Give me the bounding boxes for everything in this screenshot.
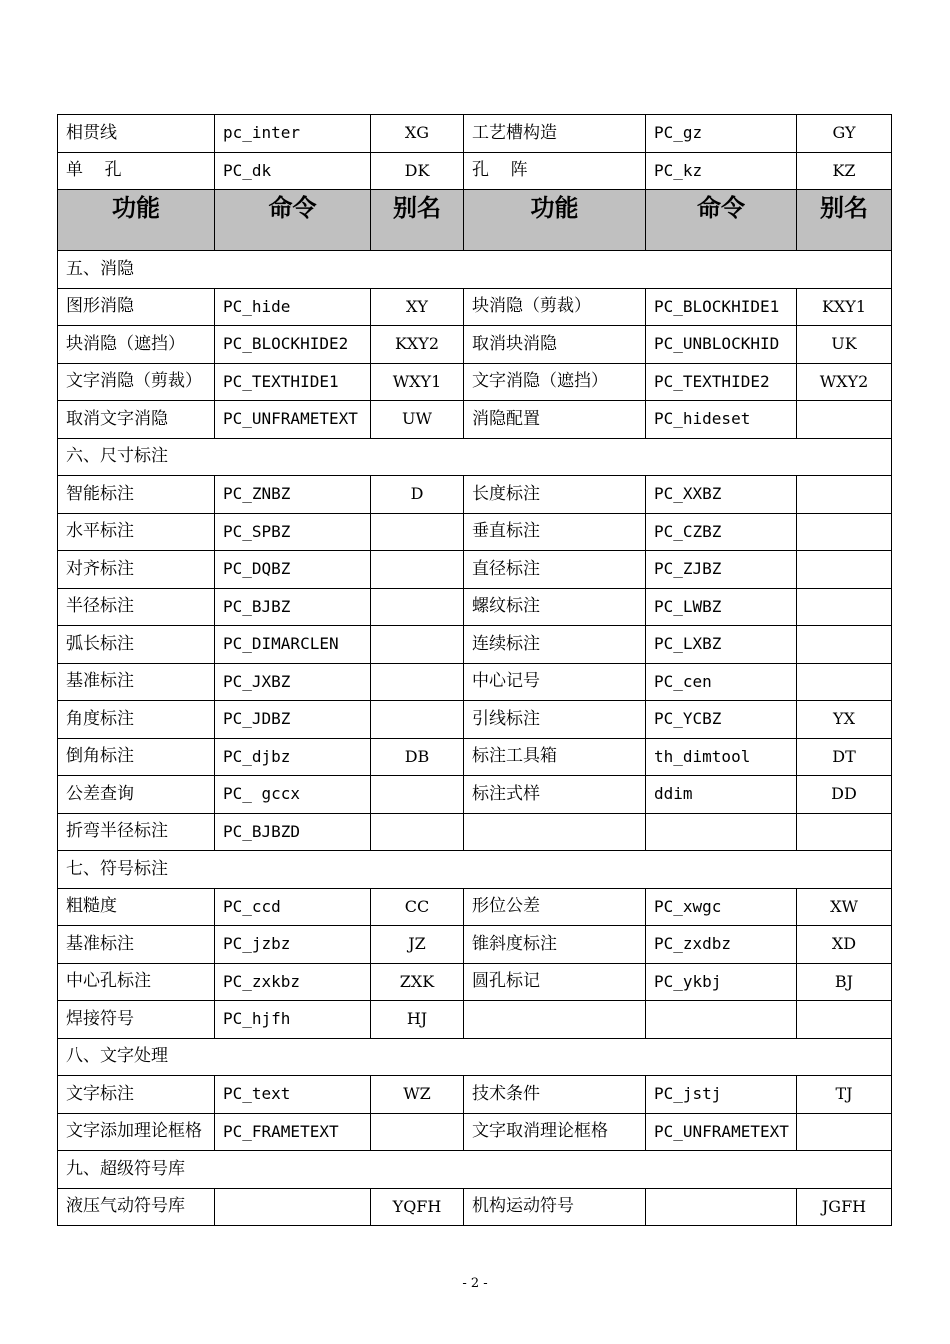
table-row — [58, 1188, 892, 1226]
alias-cell — [797, 513, 892, 551]
command-cell: PC_text — [215, 1076, 371, 1114]
alias-cell — [371, 551, 464, 589]
command-cell: PC_hjfh — [215, 1001, 371, 1039]
function-cell: 焊接符号 — [58, 1001, 215, 1039]
function-cell: 标注式样 — [464, 776, 646, 814]
table-row — [58, 813, 892, 851]
section-title: 九、超级符号库 — [58, 1151, 892, 1189]
command-cell: PC_UNFRAMETEXT — [215, 401, 371, 439]
table-header-row — [58, 190, 892, 251]
alias-cell — [797, 663, 892, 701]
section-title: 七、符号标注 — [58, 851, 892, 889]
alias-cell: UW — [371, 401, 464, 439]
function-cell: 文字消隐（剪裁） — [58, 363, 215, 401]
table-row — [58, 738, 892, 776]
alias-cell: YX — [797, 701, 892, 739]
table-row — [58, 401, 892, 439]
command-cell: PC_kz — [646, 152, 797, 190]
table-row — [58, 551, 892, 589]
function-cell: 孔 阵 — [464, 152, 646, 190]
section-row — [58, 438, 892, 476]
alias-cell: TJ — [797, 1076, 892, 1114]
command-cell: PC_djbz — [215, 738, 371, 776]
function-cell: 锥斜度标注 — [464, 926, 646, 964]
table-row — [58, 288, 892, 326]
alias-cell — [371, 513, 464, 551]
section-row — [58, 851, 892, 889]
function-cell: 取消块消隐 — [464, 326, 646, 364]
alias-cell: JGFH — [797, 1188, 892, 1226]
command-cell: PC_FRAMETEXT — [215, 1113, 371, 1151]
function-cell: 螺纹标注 — [464, 588, 646, 626]
header-command: 命令 — [646, 190, 797, 251]
function-cell: 基准标注 — [58, 926, 215, 964]
alias-cell: DK — [371, 152, 464, 190]
command-cell: PC_XXBZ — [646, 476, 797, 514]
command-cell: PC_BJBZ — [215, 588, 371, 626]
command-cell: PC_YCBZ — [646, 701, 797, 739]
function-cell: 水平标注 — [58, 513, 215, 551]
function-cell: 中心记号 — [464, 663, 646, 701]
command-cell: PC_BLOCKHIDE1 — [646, 288, 797, 326]
command-cell: PC_ gccx — [215, 776, 371, 814]
alias-cell: KXY1 — [797, 288, 892, 326]
table-row — [58, 888, 892, 926]
function-cell: 文字消隐（遮挡） — [464, 363, 646, 401]
table-row — [58, 926, 892, 964]
function-cell: 相贯线 — [58, 115, 215, 153]
alias-cell — [371, 663, 464, 701]
command-cell: PC_ccd — [215, 888, 371, 926]
function-cell: 粗糙度 — [58, 888, 215, 926]
function-cell: 引线标注 — [464, 701, 646, 739]
alias-cell: D — [371, 476, 464, 514]
function-cell: 技术条件 — [464, 1076, 646, 1114]
alias-cell — [797, 813, 892, 851]
command-table — [57, 114, 892, 1226]
table-row — [58, 363, 892, 401]
table-row — [58, 326, 892, 364]
command-cell: PC_LWBZ — [646, 588, 797, 626]
header-alias: 别名 — [371, 190, 464, 251]
header-alias: 别名 — [797, 190, 892, 251]
command-cell: PC_TEXTHIDE1 — [215, 363, 371, 401]
function-cell: 中心孔标注 — [58, 963, 215, 1001]
section-row — [58, 1038, 892, 1076]
function-cell — [464, 813, 646, 851]
function-cell: 取消文字消隐 — [58, 401, 215, 439]
function-cell: 消隐配置 — [464, 401, 646, 439]
function-cell: 机构运动符号 — [464, 1188, 646, 1226]
function-cell: 折弯半径标注 — [58, 813, 215, 851]
section-row — [58, 251, 892, 289]
function-cell: 块消隐（剪裁） — [464, 288, 646, 326]
alias-cell: XG — [371, 115, 464, 153]
function-cell: 标注工具箱 — [464, 738, 646, 776]
table-row — [58, 115, 892, 153]
command-cell: PC_JDBZ — [215, 701, 371, 739]
alias-cell: HJ — [371, 1001, 464, 1039]
command-cell: PC_hideset — [646, 401, 797, 439]
alias-cell: XY — [371, 288, 464, 326]
alias-cell — [371, 776, 464, 814]
command-cell: PC_BJBZD — [215, 813, 371, 851]
alias-cell: BJ — [797, 963, 892, 1001]
command-cell: PC_UNBLOCKHID — [646, 326, 797, 364]
table-row — [58, 663, 892, 701]
command-cell: PC_hide — [215, 288, 371, 326]
command-cell: PC_jstj — [646, 1076, 797, 1114]
table-row — [58, 1076, 892, 1114]
alias-cell — [797, 401, 892, 439]
section-title: 八、文字处理 — [58, 1038, 892, 1076]
command-cell: PC_cen — [646, 663, 797, 701]
function-cell: 连续标注 — [464, 626, 646, 664]
command-cell — [646, 1188, 797, 1226]
function-cell: 半径标注 — [58, 588, 215, 626]
section-row — [58, 1151, 892, 1189]
function-cell: 长度标注 — [464, 476, 646, 514]
command-cell: PC_UNFRAMETEXT — [646, 1113, 797, 1151]
alias-cell — [371, 813, 464, 851]
alias-cell — [797, 588, 892, 626]
alias-cell: ZXK — [371, 963, 464, 1001]
alias-cell: WXY1 — [371, 363, 464, 401]
command-cell: PC_JXBZ — [215, 663, 371, 701]
alias-cell: CC — [371, 888, 464, 926]
table-row — [58, 626, 892, 664]
function-cell: 单 孔 — [58, 152, 215, 190]
function-cell: 工艺槽构造 — [464, 115, 646, 153]
function-cell: 垂直标注 — [464, 513, 646, 551]
section-title: 六、尺寸标注 — [58, 438, 892, 476]
command-cell: PC_SPBZ — [215, 513, 371, 551]
table-row — [58, 152, 892, 190]
function-cell: 文字标注 — [58, 1076, 215, 1114]
alias-cell: WXY2 — [797, 363, 892, 401]
alias-cell: DB — [371, 738, 464, 776]
function-cell: 对齐标注 — [58, 551, 215, 589]
command-cell: ddim — [646, 776, 797, 814]
header-command: 命令 — [215, 190, 371, 251]
alias-cell: KXY2 — [371, 326, 464, 364]
table-row — [58, 513, 892, 551]
table-row — [58, 1001, 892, 1039]
function-cell: 块消隐（遮挡） — [58, 326, 215, 364]
command-cell: PC_ZJBZ — [646, 551, 797, 589]
table-row — [58, 963, 892, 1001]
command-cell: PC_gz — [646, 115, 797, 153]
alias-cell — [371, 701, 464, 739]
function-cell: 文字添加理论框格 — [58, 1113, 215, 1151]
command-cell: PC_zxdbz — [646, 926, 797, 964]
command-cell: PC_dk — [215, 152, 371, 190]
function-cell: 图形消隐 — [58, 288, 215, 326]
alias-cell — [797, 551, 892, 589]
alias-cell: DD — [797, 776, 892, 814]
table-row — [58, 1113, 892, 1151]
command-cell: PC_ZNBZ — [215, 476, 371, 514]
function-cell: 液压气动符号库 — [58, 1188, 215, 1226]
command-cell: pc_inter — [215, 115, 371, 153]
alias-cell — [797, 626, 892, 664]
alias-cell — [797, 1001, 892, 1039]
function-cell — [464, 1001, 646, 1039]
command-cell: PC_zxkbz — [215, 963, 371, 1001]
header-function: 功能 — [464, 190, 646, 251]
function-cell: 公差查询 — [58, 776, 215, 814]
alias-cell — [797, 476, 892, 514]
command-cell: PC_CZBZ — [646, 513, 797, 551]
command-cell: PC_DQBZ — [215, 551, 371, 589]
command-cell: th_dimtool — [646, 738, 797, 776]
alias-cell: JZ — [371, 926, 464, 964]
command-cell — [646, 813, 797, 851]
command-cell: PC_ykbj — [646, 963, 797, 1001]
page-number: - 2 - — [462, 1276, 488, 1291]
command-cell: PC_BLOCKHIDE2 — [215, 326, 371, 364]
table-row — [58, 476, 892, 514]
alias-cell — [797, 1113, 892, 1151]
function-cell: 弧长标注 — [58, 626, 215, 664]
alias-cell — [371, 1113, 464, 1151]
alias-cell: UK — [797, 326, 892, 364]
alias-cell: WZ — [371, 1076, 464, 1114]
function-cell: 倒角标注 — [58, 738, 215, 776]
command-cell — [646, 1001, 797, 1039]
table-row — [58, 701, 892, 739]
function-cell: 角度标注 — [58, 701, 215, 739]
function-cell: 文字取消理论框格 — [464, 1113, 646, 1151]
alias-cell: XW — [797, 888, 892, 926]
table-row — [58, 776, 892, 814]
alias-cell: KZ — [797, 152, 892, 190]
alias-cell — [371, 588, 464, 626]
command-cell: PC_xwgc — [646, 888, 797, 926]
command-cell: PC_jzbz — [215, 926, 371, 964]
function-cell: 圆孔标记 — [464, 963, 646, 1001]
alias-cell: XD — [797, 926, 892, 964]
alias-cell: YQFH — [371, 1188, 464, 1226]
command-cell — [215, 1188, 371, 1226]
alias-cell: GY — [797, 115, 892, 153]
function-cell: 基准标注 — [58, 663, 215, 701]
function-cell: 直径标注 — [464, 551, 646, 589]
section-title: 五、消隐 — [58, 251, 892, 289]
header-function: 功能 — [58, 190, 215, 251]
table-row — [58, 588, 892, 626]
command-cell: PC_LXBZ — [646, 626, 797, 664]
command-cell: PC_TEXTHIDE2 — [646, 363, 797, 401]
function-cell: 形位公差 — [464, 888, 646, 926]
function-cell: 智能标注 — [58, 476, 215, 514]
alias-cell — [371, 626, 464, 664]
alias-cell: DT — [797, 738, 892, 776]
command-cell: PC_DIMARCLEN — [215, 626, 371, 664]
